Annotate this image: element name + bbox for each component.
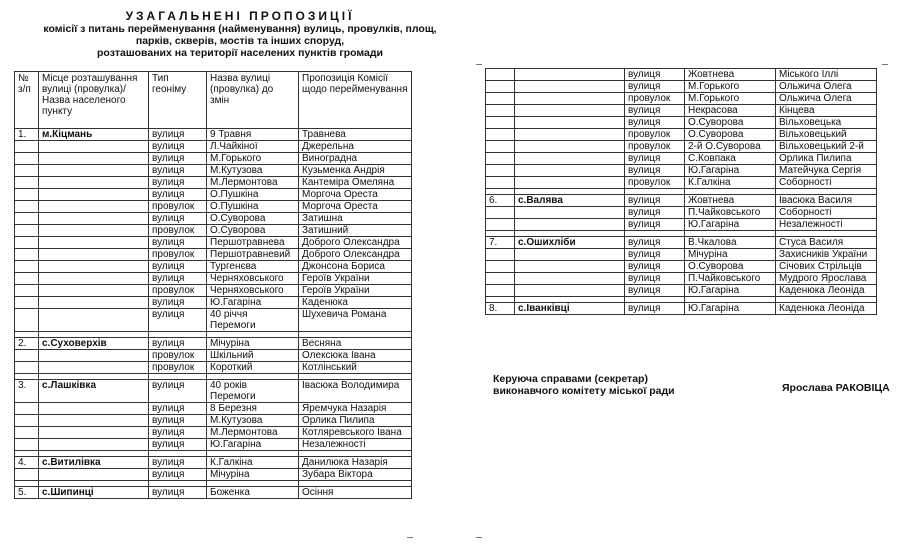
signature-position-line-2: виконавчого комітету міської ради — [493, 385, 675, 397]
proposed-street-name: Моргоча Ореста — [299, 189, 412, 201]
table-row — [486, 177, 877, 189]
table-row — [486, 195, 877, 207]
row-number: 5. — [15, 487, 39, 499]
old-street-name: К.Галкіна — [685, 177, 776, 189]
location-name — [515, 285, 625, 297]
old-street-name: М.Горького — [685, 81, 776, 93]
row-number — [15, 350, 39, 362]
old-street-name: Черняховського — [207, 273, 299, 285]
location-name — [39, 201, 149, 213]
geonym-type: вулиця — [625, 219, 685, 231]
table-row — [15, 285, 412, 297]
location-name — [39, 309, 149, 332]
table-row — [15, 309, 412, 332]
row-number — [15, 237, 39, 249]
row-number — [486, 69, 515, 81]
proposed-street-name: Вільховецька — [776, 117, 877, 129]
geonym-type: вулиця — [149, 261, 207, 273]
location-name — [39, 285, 149, 297]
row-number — [15, 249, 39, 261]
old-street-name: О.Пушкіна — [207, 201, 299, 213]
location-name — [39, 237, 149, 249]
old-street-name: О.Суворова — [685, 129, 776, 141]
row-number — [15, 153, 39, 165]
table-row — [15, 403, 412, 415]
location-name — [515, 153, 625, 165]
proposed-street-name: Моргоча Ореста — [299, 201, 412, 213]
table-row — [15, 213, 412, 225]
old-street-name: Ю.Гагаріна — [685, 285, 776, 297]
geonym-type: вулиця — [149, 338, 207, 350]
signature-position-line-1: Керуюча справами (секретар) — [493, 373, 648, 385]
row-number — [15, 309, 39, 332]
location-name — [515, 93, 625, 105]
table-row — [486, 207, 877, 219]
proposed-street-name: Яремчука Назарія — [299, 403, 412, 415]
table-row — [15, 297, 412, 309]
page-corner-mark — [476, 64, 482, 65]
old-street-name: Л.Чайкіної — [207, 141, 299, 153]
location-name — [39, 153, 149, 165]
table-row — [15, 338, 412, 350]
signatory-name: Ярослава РАКОВІЦА — [782, 382, 890, 394]
proposed-street-name: Соборності — [776, 207, 877, 219]
row-number — [15, 362, 39, 374]
table-row — [486, 129, 877, 141]
location-name — [515, 261, 625, 273]
geonym-type: вулиця — [149, 469, 207, 481]
geonym-type: вулиця — [149, 439, 207, 451]
proposed-street-name: Весняна — [299, 338, 412, 350]
location-name — [39, 213, 149, 225]
geonym-type: вулиця — [625, 207, 685, 219]
row-number — [486, 273, 515, 285]
geonym-type: вулиця — [625, 285, 685, 297]
row-number — [15, 439, 39, 451]
col-header-type: Тип геоніму — [149, 72, 207, 129]
row-number — [15, 177, 39, 189]
proposed-street-name: Затишний — [299, 225, 412, 237]
document-title: УЗАГАЛЬНЕНІ ПРОПОЗИЦІЇ — [125, 9, 355, 23]
row-number — [486, 177, 515, 189]
old-street-name: Жовтнева — [685, 69, 776, 81]
proposed-street-name: Ольжича Олега — [776, 93, 877, 105]
old-street-name: П.Чайковського — [685, 273, 776, 285]
row-number — [486, 249, 515, 261]
location-name — [39, 177, 149, 189]
location-name: м.Кіцмань — [39, 129, 149, 141]
proposed-street-name: Івасюка Василя — [776, 195, 877, 207]
row-number — [486, 261, 515, 273]
col-header-location: Місце розташування вулиці (провулка)/ Назва населеного пункту — [39, 72, 149, 129]
table-row — [486, 285, 877, 297]
table-row — [15, 457, 412, 469]
table-row — [486, 141, 877, 153]
geonym-type: вулиця — [625, 105, 685, 117]
row-number — [15, 469, 39, 481]
proposed-street-name: Данилюка Назарія — [299, 457, 412, 469]
old-street-name: Ю.Гагаріна — [685, 303, 776, 315]
table-row — [486, 153, 877, 165]
location-name: с.Валява — [515, 195, 625, 207]
proposed-street-name: Кузьменка Андрія — [299, 165, 412, 177]
table-row — [486, 81, 877, 93]
geonym-type: вулиця — [625, 249, 685, 261]
old-street-name: О.Пушкіна — [207, 189, 299, 201]
old-street-name: Короткий — [207, 362, 299, 374]
geonym-type: провулок — [149, 350, 207, 362]
table-row — [486, 237, 877, 249]
page-corner-mark — [476, 537, 482, 538]
table-row — [486, 261, 877, 273]
table-body-left — [15, 129, 412, 499]
col-header-proposal: Пропозиція Комісії щодо перейменування — [299, 72, 412, 129]
row-number: 4. — [15, 457, 39, 469]
row-number — [15, 165, 39, 177]
table-row — [15, 177, 412, 189]
old-street-name: Мічуріна — [207, 469, 299, 481]
proposed-street-name: Січових Стрільців — [776, 261, 877, 273]
geonym-type: вулиця — [149, 213, 207, 225]
table-header-row — [15, 72, 412, 129]
old-street-name: О.Суворова — [685, 117, 776, 129]
geonym-type: провулок — [149, 249, 207, 261]
location-name — [515, 129, 625, 141]
proposed-street-name: Джерельна — [299, 141, 412, 153]
table-row — [15, 237, 412, 249]
row-number — [15, 297, 39, 309]
location-name: с.Шипинці — [39, 487, 149, 499]
geonym-type: вулиця — [625, 195, 685, 207]
location-name — [515, 273, 625, 285]
geonym-type: вулиця — [149, 380, 207, 403]
row-number — [15, 189, 39, 201]
old-street-name: Першотравневий — [207, 249, 299, 261]
row-number — [15, 225, 39, 237]
row-number: 7. — [486, 237, 515, 249]
geonym-type: провулок — [625, 141, 685, 153]
proposed-street-name: Героїв України — [299, 285, 412, 297]
document-subtitle-line-3: розташованих на території населених пунктів громади — [97, 47, 383, 59]
proposed-street-name: Шухевича Романа — [299, 309, 412, 332]
location-name: с.Іванківці — [515, 303, 625, 315]
document-subtitle-line-1: комісії з питань перейменування (найменування) вулиць, провулків, площ, — [43, 23, 437, 35]
row-number: 6. — [486, 195, 515, 207]
table-row — [486, 69, 877, 81]
old-street-name: М.Лермонтова — [207, 427, 299, 439]
location-name — [39, 415, 149, 427]
location-name — [39, 225, 149, 237]
geonym-type: провулок — [625, 177, 685, 189]
table-row — [15, 427, 412, 439]
proposed-street-name: Захисників України — [776, 249, 877, 261]
old-street-name: М.Горького — [207, 153, 299, 165]
location-name — [515, 219, 625, 231]
geonym-type: вулиця — [149, 297, 207, 309]
proposed-street-name: Каденюка Леоніда — [776, 285, 877, 297]
geonym-type: провулок — [625, 93, 685, 105]
location-name — [515, 207, 625, 219]
location-name — [515, 177, 625, 189]
proposed-street-name: Котлінський — [299, 362, 412, 374]
location-name — [515, 69, 625, 81]
geonym-type: вулиця — [625, 261, 685, 273]
geonym-type: вулиця — [149, 427, 207, 439]
row-number — [15, 273, 39, 285]
table-row — [15, 362, 412, 374]
old-street-name: К.Галкіна — [207, 457, 299, 469]
page-corner-mark — [407, 537, 413, 538]
old-street-name: Ю.Гагаріна — [207, 439, 299, 451]
row-number — [15, 415, 39, 427]
proposed-street-name: Міського Іллі — [776, 69, 877, 81]
location-name — [515, 141, 625, 153]
table-row — [15, 141, 412, 153]
location-name — [515, 105, 625, 117]
table-row — [15, 273, 412, 285]
geonym-type: провулок — [149, 362, 207, 374]
old-street-name: Тургенєва — [207, 261, 299, 273]
row-number — [15, 141, 39, 153]
proposed-street-name: Івасюка Володимира — [299, 380, 412, 403]
location-name — [39, 362, 149, 374]
geonym-type: вулиця — [149, 237, 207, 249]
table-row — [15, 129, 412, 141]
proposed-street-name: Ольжича Олега — [776, 81, 877, 93]
old-street-name: В.Чкалова — [685, 237, 776, 249]
proposed-street-name: Матейчука Сергія — [776, 165, 877, 177]
location-name — [515, 249, 625, 261]
proposed-street-name: Котляревського Івана — [299, 427, 412, 439]
old-street-name: С.Ковпака — [685, 153, 776, 165]
old-street-name: 8 Березня — [207, 403, 299, 415]
geonym-type: провулок — [149, 201, 207, 213]
table-row — [15, 201, 412, 213]
old-street-name: М.Горького — [685, 93, 776, 105]
geonym-type: провулок — [149, 285, 207, 297]
old-street-name: О.Суворова — [207, 225, 299, 237]
table-row — [15, 350, 412, 362]
old-street-name: Жовтнева — [685, 195, 776, 207]
proposed-street-name: Олексюка Івана — [299, 350, 412, 362]
location-name — [39, 249, 149, 261]
proposed-street-name: Кантеміра Омеляна — [299, 177, 412, 189]
location-name — [39, 403, 149, 415]
proposed-street-name: Джонсона Бориса — [299, 261, 412, 273]
geonym-type: вулиця — [625, 153, 685, 165]
table-row — [15, 189, 412, 201]
proposed-street-name: Мудрого Ярослава — [776, 273, 877, 285]
location-name: с.Лашківка — [39, 380, 149, 403]
row-number — [486, 219, 515, 231]
proposed-street-name: Героїв України — [299, 273, 412, 285]
row-number — [486, 285, 515, 297]
location-name — [39, 469, 149, 481]
old-street-name: О.Суворова — [207, 213, 299, 225]
signature-block — [493, 373, 893, 397]
location-name — [39, 350, 149, 362]
proposed-street-name: Вільховецький — [776, 129, 877, 141]
old-street-name: М.Кутузова — [207, 165, 299, 177]
proposed-street-name: Кінцева — [776, 105, 877, 117]
location-name: с.Ошихліби — [515, 237, 625, 249]
geonym-type: вулиця — [625, 273, 685, 285]
geonym-type: вулиця — [149, 487, 207, 499]
old-street-name: П.Чайковського — [685, 207, 776, 219]
table-row — [486, 165, 877, 177]
geonym-type: вулиця — [149, 165, 207, 177]
proposed-street-name: Соборності — [776, 177, 877, 189]
proposed-street-name: Каденюка Леоніда — [776, 303, 877, 315]
table-row — [486, 273, 877, 285]
table-row — [486, 219, 877, 231]
geonym-type: вулиця — [149, 403, 207, 415]
document-subtitle-line-2: парків, скверів, мостів та інших споруд, — [135, 35, 345, 47]
old-street-name: Некрасова — [685, 105, 776, 117]
table-row — [15, 153, 412, 165]
row-number — [486, 81, 515, 93]
geonym-type: вулиця — [149, 177, 207, 189]
geonym-type: вулиця — [625, 165, 685, 177]
location-name — [39, 273, 149, 285]
old-street-name: Мічуріна — [685, 249, 776, 261]
geonym-type: вулиця — [625, 81, 685, 93]
location-name — [39, 189, 149, 201]
row-number: 8. — [486, 303, 515, 315]
old-street-name: Ю.Гагаріна — [685, 219, 776, 231]
old-street-name: 2-й О.Суворова — [685, 141, 776, 153]
old-street-name: 40 річчя Перемоги — [207, 309, 299, 332]
row-number: 1. — [15, 129, 39, 141]
old-street-name: Ю.Гагаріна — [685, 165, 776, 177]
row-number — [486, 93, 515, 105]
geonym-type: вулиця — [625, 117, 685, 129]
geonym-type: вулиця — [149, 457, 207, 469]
old-street-name: 9 Травня — [207, 129, 299, 141]
renaming-table-left — [14, 71, 412, 499]
row-number: 2. — [15, 338, 39, 350]
proposed-street-name: Вільховецький 2-й — [776, 141, 877, 153]
table-row — [15, 487, 412, 499]
old-street-name: 40 років Перемоги — [207, 380, 299, 403]
geonym-type: вулиця — [625, 237, 685, 249]
location-name — [39, 439, 149, 451]
table-row — [15, 415, 412, 427]
row-number — [486, 141, 515, 153]
geonym-type: вулиця — [149, 153, 207, 165]
location-name — [39, 427, 149, 439]
row-number — [15, 261, 39, 273]
col-header-old-name: Назва вулиці (провулка) до змін — [207, 72, 299, 129]
table-row — [486, 249, 877, 261]
table-row — [486, 117, 877, 129]
location-name — [39, 261, 149, 273]
geonym-type: вулиця — [625, 303, 685, 315]
row-number — [15, 285, 39, 297]
geonym-type: вулиця — [149, 273, 207, 285]
geonym-type: вулиця — [149, 141, 207, 153]
proposed-street-name: Виноградна — [299, 153, 412, 165]
row-number — [486, 105, 515, 117]
proposed-street-name: Травнева — [299, 129, 412, 141]
old-street-name: Боженка — [207, 487, 299, 499]
location-name — [515, 117, 625, 129]
location-name — [39, 165, 149, 177]
location-name — [515, 81, 625, 93]
old-street-name: Черняховського — [207, 285, 299, 297]
old-street-name: Першотравнева — [207, 237, 299, 249]
row-number — [486, 207, 515, 219]
proposed-street-name: Незалежності — [299, 439, 412, 451]
old-street-name: О.Суворова — [685, 261, 776, 273]
document-header — [20, 10, 460, 59]
proposed-street-name: Зубара Віктора — [299, 469, 412, 481]
row-number — [486, 117, 515, 129]
col-header-number: № з/п — [15, 72, 39, 129]
old-street-name: Ю.Гагаріна — [207, 297, 299, 309]
row-number — [15, 427, 39, 439]
location-name — [515, 165, 625, 177]
location-name — [39, 141, 149, 153]
table-row — [15, 380, 412, 403]
old-street-name: М.Кутузова — [207, 415, 299, 427]
row-number — [486, 129, 515, 141]
row-number — [486, 153, 515, 165]
row-number — [486, 165, 515, 177]
geonym-type: вулиця — [149, 189, 207, 201]
page-corner-mark — [882, 64, 888, 65]
row-number — [15, 201, 39, 213]
proposed-street-name: Осіння — [299, 487, 412, 499]
geonym-type: вулиця — [625, 69, 685, 81]
proposed-street-name: Орлика Пилипа — [776, 153, 877, 165]
table-row — [486, 93, 877, 105]
table-body-right — [486, 69, 877, 315]
geonym-type: вулиця — [149, 309, 207, 332]
proposed-street-name: Доброго Олександра — [299, 249, 412, 261]
proposed-street-name: Каденюка — [299, 297, 412, 309]
geonym-type: вулиця — [149, 415, 207, 427]
proposed-street-name: Затишна — [299, 213, 412, 225]
table-row — [486, 303, 877, 315]
row-number: 3. — [15, 380, 39, 403]
old-street-name: М.Лермонтова — [207, 177, 299, 189]
table-row — [15, 165, 412, 177]
table-row — [15, 225, 412, 237]
proposed-street-name: Стуса Василя — [776, 237, 877, 249]
proposed-street-name: Незалежності — [776, 219, 877, 231]
renaming-table-right — [485, 68, 877, 315]
old-street-name: Мічуріна — [207, 338, 299, 350]
geonym-type: провулок — [149, 225, 207, 237]
table-row — [15, 439, 412, 451]
location-name: с.Суховерхів — [39, 338, 149, 350]
location-name: с.Витилівка — [39, 457, 149, 469]
location-name — [39, 297, 149, 309]
table-row — [486, 105, 877, 117]
proposed-street-name: Доброго Олександра — [299, 237, 412, 249]
table-row — [15, 261, 412, 273]
proposed-street-name: Орлика Пилипа — [299, 415, 412, 427]
table-row — [15, 469, 412, 481]
old-street-name: Шкільний — [207, 350, 299, 362]
row-number — [15, 213, 39, 225]
row-number — [15, 403, 39, 415]
table-row — [15, 249, 412, 261]
geonym-type: вулиця — [149, 129, 207, 141]
geonym-type: провулок — [625, 129, 685, 141]
